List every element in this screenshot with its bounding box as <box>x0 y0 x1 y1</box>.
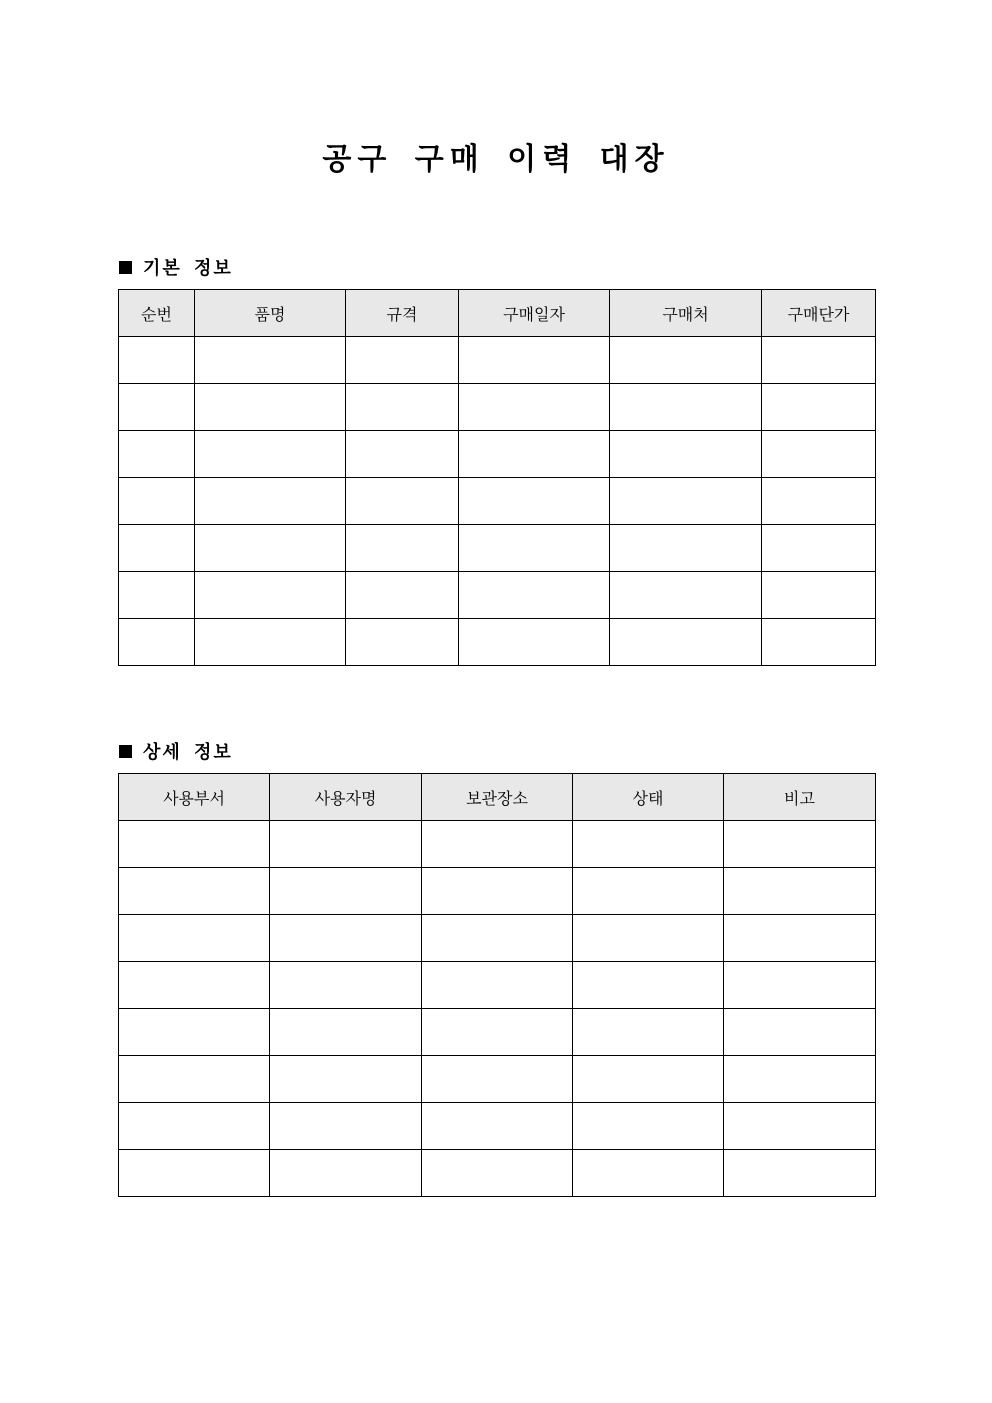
table-cell[interactable] <box>119 619 195 666</box>
detail-info-heading-label: 상세 정보 <box>143 742 233 763</box>
table-row <box>119 431 876 478</box>
table-row <box>119 572 876 619</box>
table-cell[interactable] <box>422 915 573 962</box>
table-row <box>119 1150 876 1197</box>
table-cell[interactable] <box>459 431 610 478</box>
table-cell[interactable] <box>459 478 610 525</box>
column-header-remarks: 비고 <box>724 774 876 821</box>
table-cell[interactable] <box>459 337 610 384</box>
table-cell[interactable] <box>762 572 876 619</box>
table-cell[interactable] <box>610 384 762 431</box>
table-cell[interactable] <box>270 915 422 962</box>
table-cell[interactable] <box>724 1009 876 1056</box>
table-cell[interactable] <box>270 1150 422 1197</box>
table-cell[interactable] <box>422 962 573 1009</box>
table-cell[interactable] <box>762 478 876 525</box>
table-cell[interactable] <box>119 337 195 384</box>
table-cell[interactable] <box>724 1056 876 1103</box>
table-cell[interactable] <box>459 572 610 619</box>
table-row <box>119 1009 876 1056</box>
table-cell[interactable] <box>346 619 459 666</box>
table-cell[interactable] <box>119 431 195 478</box>
table-header-row <box>119 774 876 821</box>
table-header-row <box>119 290 876 337</box>
table-cell[interactable] <box>119 572 195 619</box>
column-header-spec: 규격 <box>346 290 459 337</box>
table-cell[interactable] <box>724 1103 876 1150</box>
table-cell[interactable] <box>270 868 422 915</box>
basic-info-table <box>118 289 876 666</box>
table-row <box>119 868 876 915</box>
column-header-item-name: 품명 <box>195 290 346 337</box>
table-cell[interactable] <box>195 572 346 619</box>
table-cell[interactable] <box>270 1056 422 1103</box>
table-cell[interactable] <box>119 1150 270 1197</box>
table-cell[interactable] <box>346 572 459 619</box>
table-row <box>119 1056 876 1103</box>
table-cell[interactable] <box>422 1056 573 1103</box>
column-header-status: 상태 <box>573 774 724 821</box>
table-cell[interactable] <box>610 525 762 572</box>
detail-info-table <box>118 773 876 1197</box>
column-header-number: 순번 <box>119 290 195 337</box>
table-cell[interactable] <box>422 1150 573 1197</box>
table-cell[interactable] <box>724 868 876 915</box>
table-cell[interactable] <box>195 478 346 525</box>
table-cell[interactable] <box>422 868 573 915</box>
table-cell[interactable] <box>724 915 876 962</box>
table-row <box>119 525 876 572</box>
table-row <box>119 478 876 525</box>
table-cell[interactable] <box>573 1009 724 1056</box>
table-cell[interactable] <box>422 821 573 868</box>
table-cell[interactable] <box>346 478 459 525</box>
table-row <box>119 821 876 868</box>
table-cell[interactable] <box>346 337 459 384</box>
square-bullet-icon <box>119 745 132 758</box>
basic-info-heading-label: 기본 정보 <box>143 258 233 279</box>
table-cell[interactable] <box>270 821 422 868</box>
table-cell[interactable] <box>119 915 270 962</box>
table-cell[interactable] <box>346 384 459 431</box>
table-cell[interactable] <box>195 525 346 572</box>
table-cell[interactable] <box>724 962 876 1009</box>
table-cell[interactable] <box>119 1103 270 1150</box>
table-cell[interactable] <box>422 1009 573 1056</box>
table-cell[interactable] <box>119 1009 270 1056</box>
table-cell[interactable] <box>422 1103 573 1150</box>
table-cell[interactable] <box>724 1150 876 1197</box>
table-row <box>119 619 876 666</box>
detail-info-heading <box>119 738 233 764</box>
table-cell[interactable] <box>346 431 459 478</box>
table-cell[interactable] <box>195 431 346 478</box>
table-cell[interactable] <box>119 868 270 915</box>
table-cell[interactable] <box>459 384 610 431</box>
column-header-user-name: 사용자명 <box>270 774 422 821</box>
table-cell[interactable] <box>762 431 876 478</box>
table-cell[interactable] <box>459 619 610 666</box>
table-cell[interactable] <box>119 821 270 868</box>
table-cell[interactable] <box>459 525 610 572</box>
table-cell[interactable] <box>573 915 724 962</box>
table-row <box>119 915 876 962</box>
table-cell[interactable] <box>610 572 762 619</box>
table-cell[interactable] <box>573 1103 724 1150</box>
table-cell[interactable] <box>346 525 459 572</box>
table-row <box>119 384 876 431</box>
table-cell[interactable] <box>762 525 876 572</box>
table-cell[interactable] <box>573 1150 724 1197</box>
table-cell[interactable] <box>610 337 762 384</box>
table-cell[interactable] <box>195 337 346 384</box>
table-cell[interactable] <box>270 1009 422 1056</box>
table-cell[interactable] <box>573 1056 724 1103</box>
document-title: 공구 구매 이력 대장 <box>322 142 670 177</box>
table-cell[interactable] <box>119 478 195 525</box>
square-bullet-icon <box>119 261 132 274</box>
column-header-storage-location: 보관장소 <box>422 774 573 821</box>
column-header-purchase-date: 구매일자 <box>459 290 610 337</box>
table-cell[interactable] <box>119 384 195 431</box>
table-cell[interactable] <box>610 478 762 525</box>
table-cell[interactable] <box>573 868 724 915</box>
table-cell[interactable] <box>610 431 762 478</box>
table-cell[interactable] <box>762 337 876 384</box>
table-row <box>119 962 876 1009</box>
table-cell[interactable] <box>573 821 724 868</box>
column-header-unit-price: 구매단가 <box>762 290 876 337</box>
table-cell[interactable] <box>119 525 195 572</box>
table-cell[interactable] <box>270 962 422 1009</box>
table-cell[interactable] <box>195 619 346 666</box>
table-cell[interactable] <box>573 962 724 1009</box>
table-cell[interactable] <box>119 962 270 1009</box>
basic-info-heading <box>119 254 233 280</box>
table-cell[interactable] <box>724 821 876 868</box>
table-cell[interactable] <box>762 619 876 666</box>
column-header-vendor: 구매처 <box>610 290 762 337</box>
table-cell[interactable] <box>762 384 876 431</box>
column-header-department: 사용부서 <box>119 774 270 821</box>
table-cell[interactable] <box>119 1056 270 1103</box>
table-row <box>119 1103 876 1150</box>
table-row <box>119 337 876 384</box>
table-cell[interactable] <box>270 1103 422 1150</box>
table-cell[interactable] <box>610 619 762 666</box>
table-cell[interactable] <box>195 384 346 431</box>
